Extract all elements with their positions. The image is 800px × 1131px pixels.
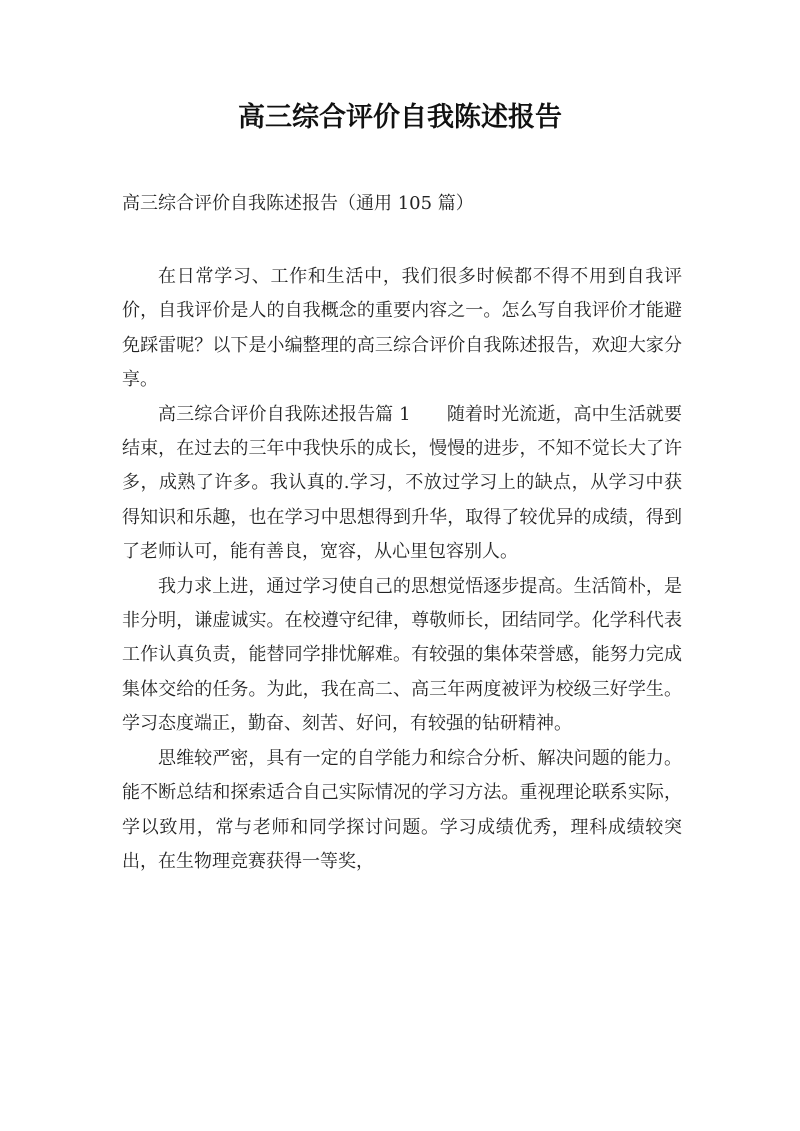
paragraph-thinking: 思维较严密，具有一定的自学能力和综合分析、解决问题的能力。能不断总结和探索适合自己实际情况的学习方法。重视理论联系实际，学以致用，常与老师和同学探讨问题。学习成绩优秀，理科成绩较突出，在生物理竞赛获得一等奖， — [122, 747, 682, 872]
paragraph-intro: 在日常学习、工作和生活中，我们很多时候都不得不用到自我评价，自我评价是人的自我概念的重要内容之一。怎么写自我评价才能避免踩雷呢？以下是小编整理的高三综合评价自我陈述报告，欢迎大家分享。 — [122, 266, 682, 391]
document-subtitle: 高三综合评价自我陈述报告（通用 105 篇） — [122, 193, 474, 214]
paragraph-progress: 我力求上进，通过学习使自己的思想觉悟逐步提高。生活简朴，是非分明，谦虚诚实。在校遵守纪律，尊敬师长，团结同学。化学科代表工作认真负责，能替同学排忧解难。有较强的集体荣誉感，能努力完成集体交给的任务。为此，我在高二、高三年两度被评为校级三好学生。学习态度端正，勤奋、刻苦、好问，有较强的钻研精神。 — [122, 575, 682, 735]
paragraph-section-1: 高三综合评价自我陈述报告篇 1 随着时光流逝，高中生活就要结束，在过去的三年中我快乐的成长，慢慢的进步，不知不觉长大了许多，成熟了许多。我认真的.学习，不放过学习上的缺点，从学习中获得知识和乐趣，也在学习中思想得到升华，取得了较优异的成绩，得到了老师认可，能有善良，宽容，从心里包容别人。 — [122, 403, 682, 563]
document-body — [122, 260, 682, 879]
document-title: 高三综合评价自我陈述报告 — [238, 102, 562, 133]
